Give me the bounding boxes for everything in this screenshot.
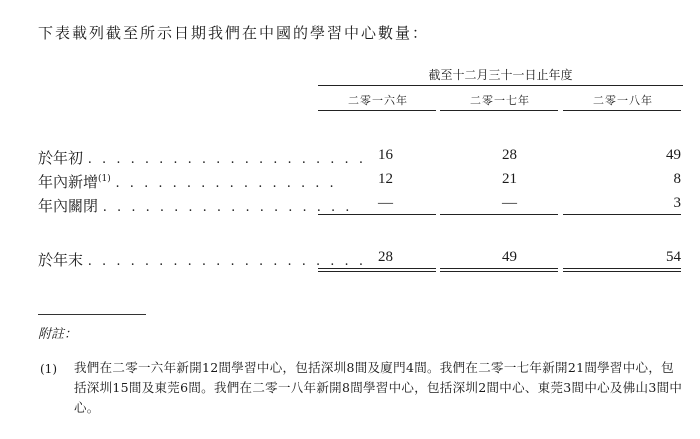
column-header-2018: 二零一八年	[593, 94, 653, 107]
cell-added-2018: 8	[673, 171, 681, 187]
row-label-text: 年內新增	[38, 173, 99, 191]
column-header-rule-2017	[440, 110, 558, 111]
total-double-rule-2018	[563, 268, 681, 272]
cell-closed-2018: 3	[673, 195, 681, 211]
notes-separator	[38, 314, 146, 315]
subtotal-rule-2016	[318, 214, 436, 215]
cell-closed-2016: —	[378, 195, 393, 211]
footnote-ref: (1)	[98, 174, 111, 184]
leader-dots: . . . . . . . . . . . . . . . . . . . .	[87, 152, 366, 167]
column-header-rule-2016	[318, 110, 436, 111]
subtotal-rule-2018	[563, 214, 681, 215]
footnote-number: (1)	[40, 362, 57, 376]
total-double-rule-2016	[318, 268, 436, 272]
row-label-text: 於年初	[38, 149, 84, 167]
intro-text: 下表載列截至所示日期我們在中國的學習中心數量：	[38, 24, 430, 42]
cell-added-2017: 21	[502, 171, 517, 187]
cell-end-2017: 49	[502, 249, 517, 265]
leader-dots: . . . . . . . . . . . . . . . . . . . .	[87, 254, 366, 269]
row-label-text: 年內關閉	[38, 197, 99, 215]
leader-dots: . . . . . . . . . . . . . . . .	[115, 176, 337, 191]
footnote-text: 我們在二零一六年新開12間學習中心，包括深圳8間及廈門4間。我們在二零一七年新開21間學習中心，包括深圳15間及東莞6間。我們在二零一八年新開8間學習中心，包括深圳2間中心、東莞3間中心及佛山3間中心。	[74, 360, 683, 415]
cell-end-2016: 28	[378, 249, 393, 265]
cell-added-2016: 12	[378, 171, 393, 187]
group-header-rule	[318, 85, 683, 86]
cell-closed-2017: —	[502, 195, 517, 211]
cell-beginning-2017: 28	[502, 147, 517, 163]
row-label-text: 於年末	[38, 251, 84, 269]
column-header-2017: 二零一七年	[470, 94, 530, 107]
cell-beginning-2018: 49	[666, 147, 681, 163]
cell-beginning-2016: 16	[378, 147, 393, 163]
total-double-rule-2017	[440, 268, 558, 272]
subtotal-rule-2017	[440, 214, 558, 215]
leader-dots: . . . . . . . . . . . . . . . . . .	[102, 200, 353, 215]
year-group-header: 截至十二月三十一日止年度	[428, 68, 573, 82]
column-header-2016: 二零一六年	[348, 94, 408, 107]
column-header-rule-2018	[563, 110, 681, 111]
notes-title: 附註：	[38, 327, 78, 342]
cell-end-2018: 54	[666, 249, 681, 265]
